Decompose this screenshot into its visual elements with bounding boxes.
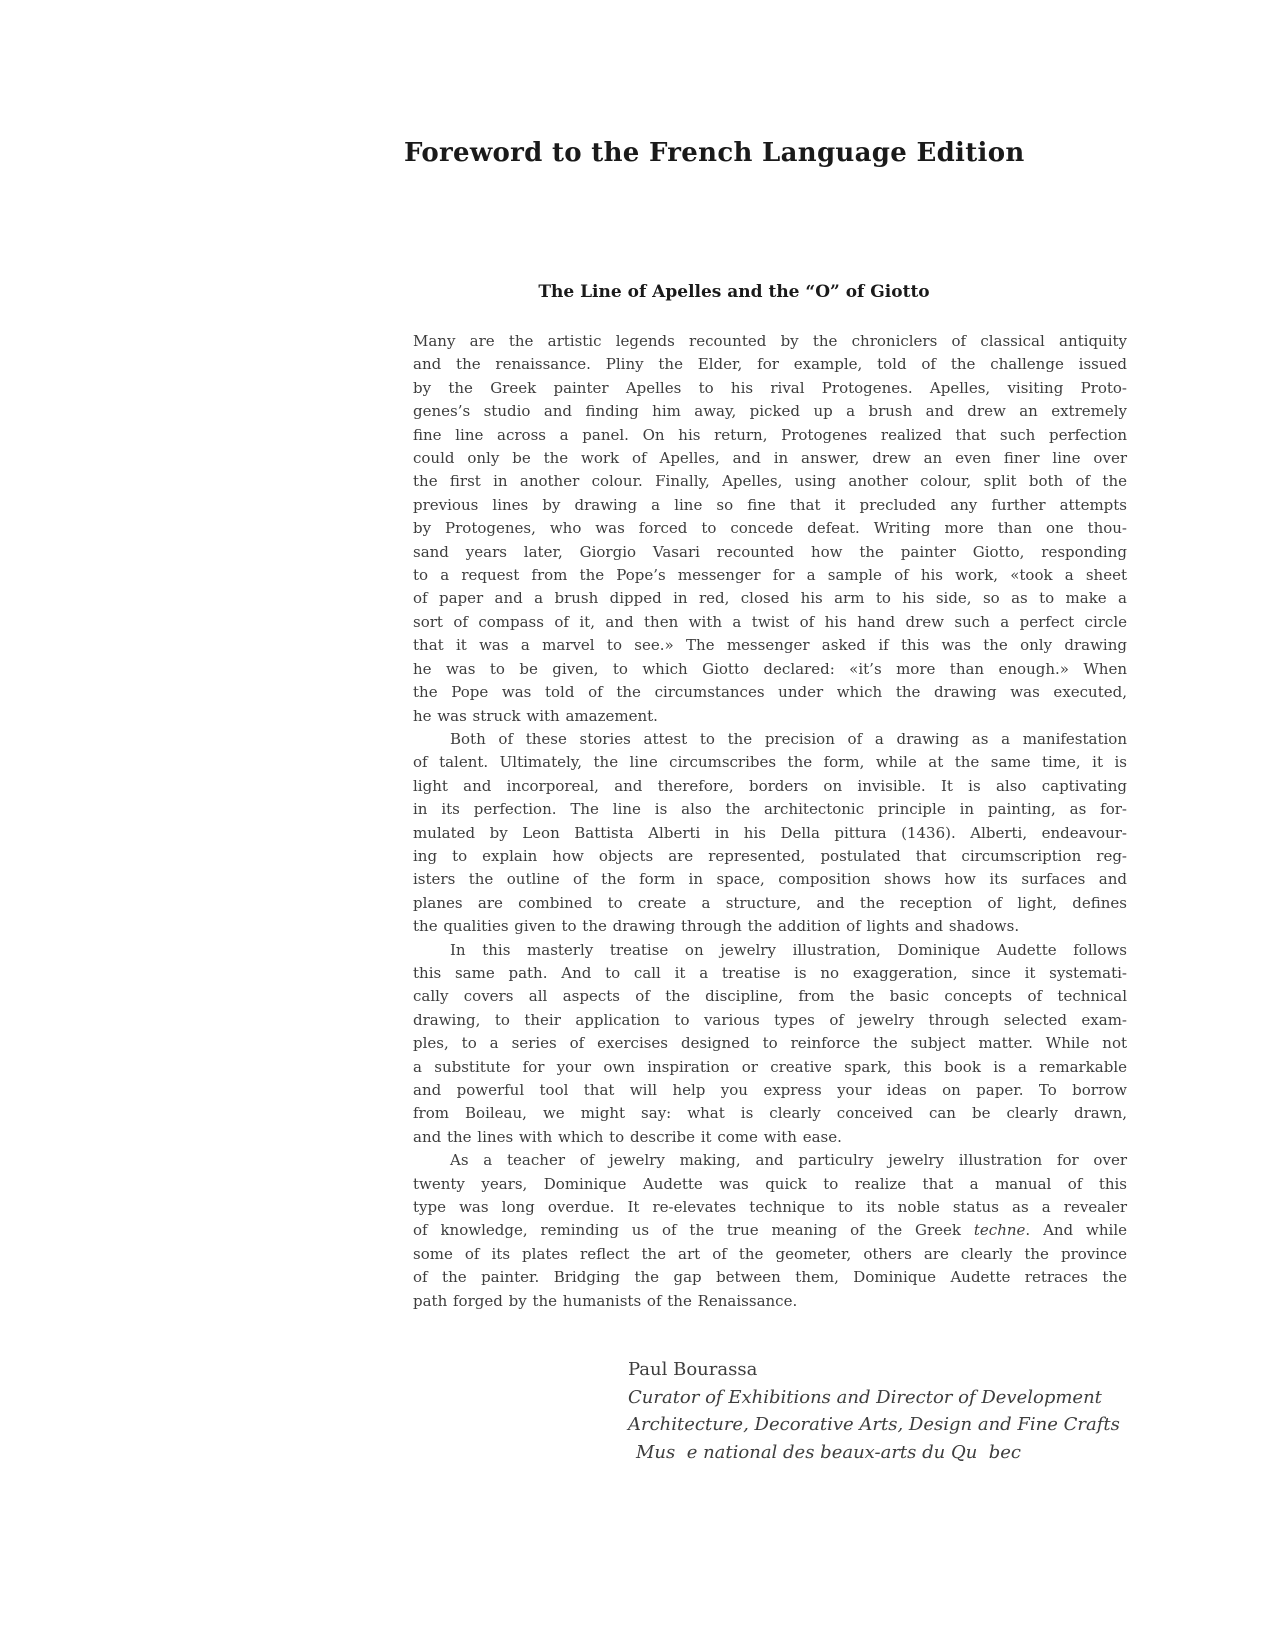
body-line: the first in another colour. Finally, Apelles, using another colour, split both of the	[413, 472, 1127, 491]
body-line: In this masterly treatise on jewelry illustration, Dominique Audette follows	[450, 940, 1127, 959]
paragraph	[413, 939, 1127, 1150]
signature-line: Mus e national des beaux-arts du Qu bec	[636, 1441, 1021, 1463]
body-line: As a teacher of jewelry making, and particulry jewelry illustration for over	[450, 1151, 1127, 1170]
body-line: genes’s studio and finding him away, picked up a brush and drew an extremely	[413, 402, 1127, 421]
page-title: Foreword to the French Language Edition	[404, 138, 1025, 168]
body-line: of the painter. Bridging the gap between them, Dominique Audette retraces the	[413, 1268, 1127, 1287]
body-line: fine line across a panel. On his return, Protogenes realized that such perfection	[413, 425, 1127, 444]
body-line: and powerful tool that will help you express your ideas on paper. To borrow	[413, 1081, 1127, 1099]
body-line: planes are combined to create a structure, and the reception of light, defines	[413, 893, 1127, 912]
body-line: twenty years, Dominique Audette was quick to realize that a manual of this	[413, 1174, 1127, 1193]
body-line: previous lines by drawing a line so fine that it precluded any further attempts	[413, 495, 1127, 514]
body-line: a substitute for your own inspiration or creative spark, this book is a remarkable	[413, 1057, 1127, 1076]
body-line: he was struck with amazement.	[413, 706, 658, 725]
body-line: light and incorporeal, and therefore, borders on invisible. It is also captivating	[413, 776, 1127, 795]
signature-line: Paul Bourassa	[628, 1359, 758, 1380]
signature-block	[628, 1356, 1120, 1466]
body-line: of talent. Ultimately, the line circumscribes the form, while at the same time, it is	[413, 753, 1127, 772]
body-line: sand years later, Giorgio Vasari recounted how the painter Giotto, responding	[413, 542, 1127, 561]
body-line: Both of these stories attest to the precision of a drawing as a manifestation	[450, 729, 1127, 748]
body-line: Many are the artistic legends recounted by the chroniclers of classical antiquity	[413, 332, 1127, 350]
body-line: and the lines with which to describe it come with ease.	[413, 1127, 842, 1146]
body-line: he was to be given, to which Giotto declared: «it’s more than enough.» When	[413, 659, 1127, 678]
body-line: by Protogenes, who was forced to concede defeat. Writing more than one thou-	[413, 519, 1127, 538]
paragraph	[413, 330, 1127, 728]
body-line: some of its plates reflect the art of the geometer, others are clearly the province	[413, 1244, 1127, 1263]
body-line: to a request from the Pope’s messenger for a sample of his work, «took a sheet	[413, 566, 1127, 585]
body-line: mulated by Leon Battista Alberti in his Della pittura (1436). Alberti, endeavour-	[413, 823, 1127, 842]
body-line: ples, to a series of exercises designed to reinforce the subject matter. While not	[413, 1034, 1127, 1053]
body-line: could only be the work of Apelles, and in answer, drew an even finer line over	[413, 449, 1127, 468]
body-line: drawing, to their application to various types of jewelry through selected exam-	[413, 1010, 1127, 1029]
body-line: of paper and a brush dipped in red, closed his arm to his side, so as to make a	[413, 589, 1127, 608]
body-line: isters the outline of the form in space, composition shows how its surfaces and	[413, 870, 1127, 889]
paragraph	[413, 728, 1127, 939]
body-line: ing to explain how objects are represented, postulated that circumscription reg-	[413, 846, 1127, 865]
body-line: in its perfection. The line is also the architectonic principle in painting, as for-	[413, 800, 1127, 819]
signature-line: Architecture, Decorative Arts, Design and Fine Crafts	[628, 1414, 1120, 1435]
body-line: path forged by the humanists of the Renaissance.	[413, 1291, 798, 1310]
body-line: sort of compass of it, and then with a twist of his hand drew such a perfect circle	[413, 612, 1127, 631]
body-line: that it was a marvel to see.» The messenger asked if this was the only drawing	[413, 636, 1127, 655]
body-line: from Boileau, we might say: what is clearly conceived can be clearly drawn,	[413, 1104, 1127, 1123]
body-line: this same path. And to call it a treatise is no exaggeration, since it systemati-	[413, 963, 1127, 982]
section-heading: The Line of Apelles and the “O” of Giotto	[538, 282, 930, 302]
body-line: of knowledge, reminding us of the true meaning of the Greek techne. And while	[413, 1221, 1128, 1240]
signature-line: Curator of Exhibitions and Director of Development	[628, 1386, 1102, 1408]
body-line: cally covers all aspects of the discipline, from the basic concepts of technical	[413, 987, 1127, 1006]
body-line: the Pope was told of the circumstances under which the drawing was executed,	[413, 683, 1127, 702]
body-line: by the Greek painter Apelles to his rival Protogenes. Apelles, visiting Proto-	[413, 378, 1127, 397]
body-line: and the renaissance. Pliny the Elder, for example, told of the challenge issued	[413, 355, 1127, 374]
paragraph	[413, 1149, 1127, 1313]
body-line: the qualities given to the drawing through the addition of lights and shadows.	[413, 917, 1020, 936]
body-text	[413, 330, 1127, 1313]
body-line: type was long overdue. It re-elevates technique to its noble status as a revealer	[413, 1198, 1127, 1217]
